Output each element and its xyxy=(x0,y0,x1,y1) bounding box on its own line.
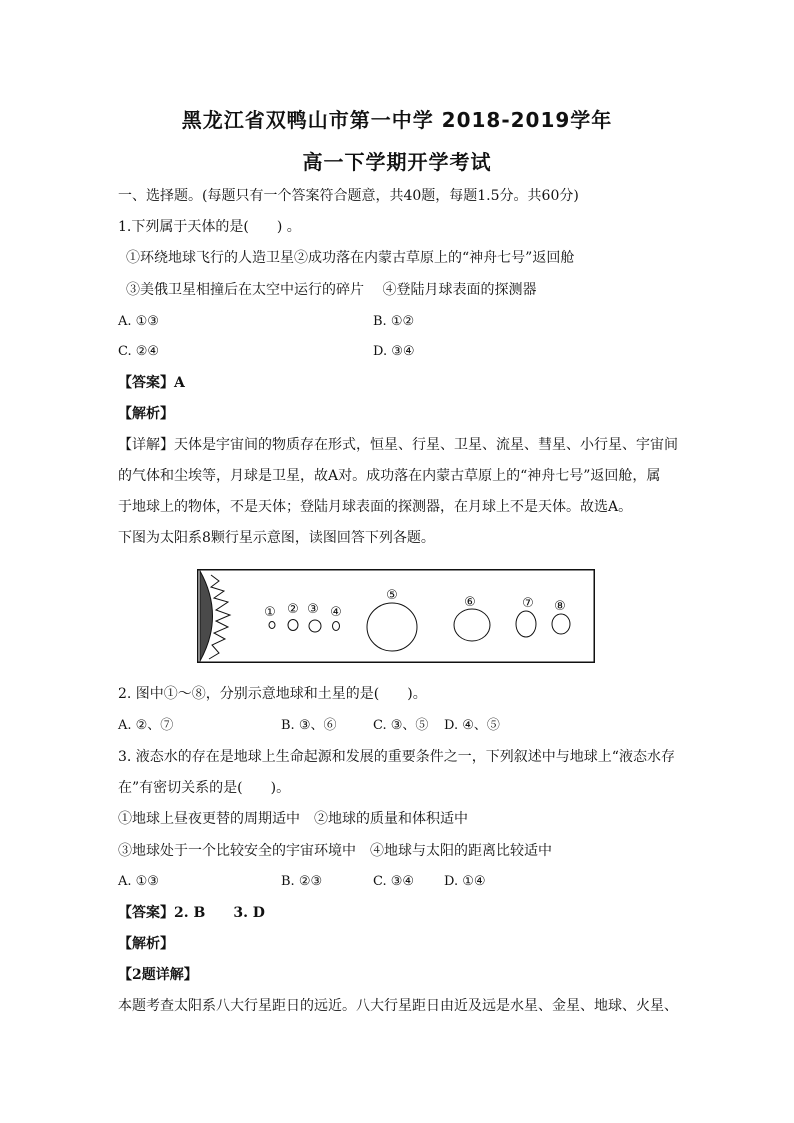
q3-option-d: D. ①④ xyxy=(444,874,486,889)
planet-1-mercury xyxy=(269,622,275,629)
q2-stem: 2. 图中①～⑧，分别示意地球和土星的是( )。 xyxy=(118,686,427,702)
q2-option-b: B. ③、⑥ xyxy=(281,718,337,733)
q3-item-line1: ①地球上昼夜更替的周期适中 ②地球的质量和体积适中 xyxy=(118,811,468,827)
q1-option-c: C. ②④ xyxy=(118,344,160,359)
planet-2-venus xyxy=(288,620,298,631)
section-heading: 一、选择题。(每题只有一个答案符合题意，共40题，每题1.5分。共60分) xyxy=(118,188,579,204)
q3-option-c: C. ③④ xyxy=(373,874,415,889)
label-planet-3: ③ xyxy=(307,602,319,617)
q1-detail-line2: 的气体和尘埃等，月球是卫星，故A对。成功落在内蒙古草原上的“神舟七号”返回舱，属 xyxy=(118,468,661,484)
label-planet-2: ② xyxy=(287,602,299,617)
q3-option-a: A. ①③ xyxy=(118,874,159,889)
q1-item-line2: ③美俄卫星相撞后在太空中运行的碎片 ④登陆月球表面的探测器 xyxy=(126,282,537,298)
planet-8-neptune xyxy=(552,614,570,634)
q1-detail-line1: 【详解】天体是宇宙间的物质存在形式，恒星、行星、卫星、流星、彗星、小行星、宇宙间 xyxy=(118,437,678,453)
q1-analysis-heading: 【解析】 xyxy=(118,406,174,422)
planet-6-saturn xyxy=(454,609,490,641)
q1-stem: 1.下列属于天体的是( ) 。 xyxy=(118,219,301,235)
q1-option-b: B. ①② xyxy=(373,314,415,329)
q2-detail-heading: 【2题详解】 xyxy=(118,967,198,983)
label-planet-5: ⑤ xyxy=(386,588,398,603)
document-title-line1: 黑龙江省双鸭山市第一中学 2018-2019学年 xyxy=(181,108,613,132)
q1-option-d: D. ③④ xyxy=(373,344,415,359)
q2-option-d: D. ④、⑤ xyxy=(444,718,500,733)
q3-option-b: B. ②③ xyxy=(281,874,323,889)
q1-option-a: A. ①③ xyxy=(118,314,159,329)
solar-system-diagram xyxy=(197,569,595,663)
q3-item-line2: ③地球处于一个比较安全的宇宙环境中 ④地球与太阳的距离比较适中 xyxy=(118,843,552,859)
document-title-line2: 高一下学期开学考试 xyxy=(302,150,492,174)
q1-detail-line3: 于地球上的物体，不是天体；登陆月球表面的探测器，在月球上不是天体。故选A。 xyxy=(118,499,633,515)
q1-answer: 【答案】A xyxy=(118,375,185,391)
q2-detail-text: 本题考查太阳系八大行星距日的远近。八大行星距日由近及远是水星、金星、地球、火星、 xyxy=(118,998,678,1014)
label-planet-1: ① xyxy=(264,605,276,620)
diagram-intro: 下图为太阳系8颗行星示意图，读图回答下列各题。 xyxy=(118,530,435,546)
label-planet-8: ⑧ xyxy=(554,599,566,614)
q2-option-a: A. ②、⑦ xyxy=(118,718,174,733)
label-planet-4: ④ xyxy=(330,605,342,620)
label-planet-7: ⑦ xyxy=(522,596,534,611)
label-planet-6: ⑥ xyxy=(464,595,476,610)
planet-5-jupiter xyxy=(367,603,417,651)
planet-7-uranus xyxy=(516,611,536,637)
q1-item-line1: ①环绕地球飞行的人造卫星②成功落在内蒙古草原上的“神舟七号”返回舱 xyxy=(126,250,575,266)
answer-2-3: 【答案】2. B 3. D xyxy=(118,905,265,921)
planet-3-earth xyxy=(309,620,321,632)
q3-stem-line1: 3. 液态水的存在是地球上生命起源和发展的重要条件之一，下列叙述中与地球上“液态水存 xyxy=(118,749,675,765)
q2-option-c: C. ③、⑤ xyxy=(373,718,429,733)
planet-4-mars xyxy=(333,622,340,631)
q3-stem-line2: 在”有密切关系的是( )。 xyxy=(118,780,291,796)
analysis-2-3-heading: 【解析】 xyxy=(118,936,174,952)
